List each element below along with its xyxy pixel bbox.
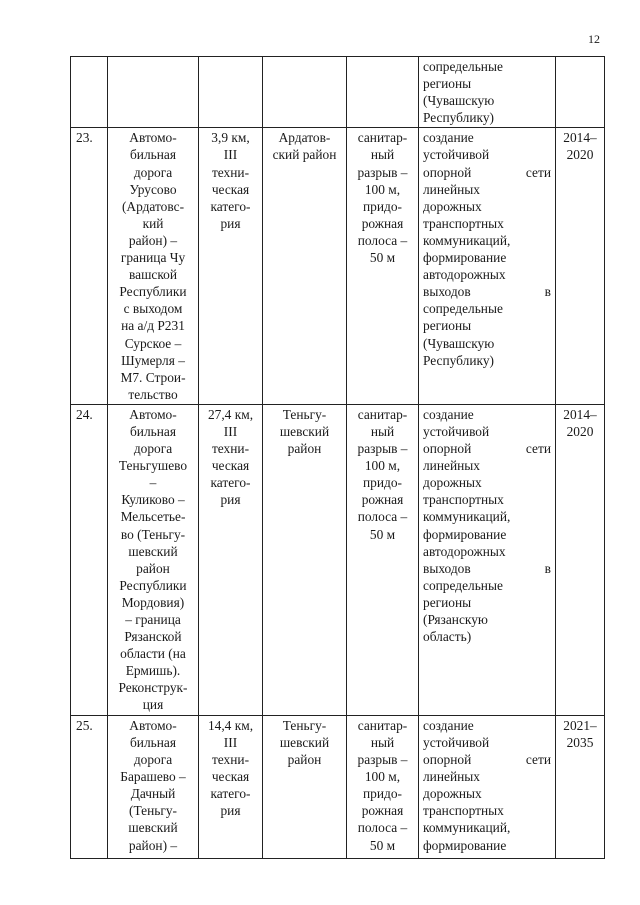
cell-text-line: санитар- — [357, 406, 408, 422]
cell-text-line: ческая — [211, 181, 250, 197]
cell-text-line: Сурское – — [124, 335, 182, 351]
cell-text-line: граница Чу — [120, 250, 186, 266]
cell-text-line: автодорожных — [423, 267, 506, 283]
cell-text-line: область) — [423, 629, 472, 645]
cell-text-line: создание — [423, 717, 474, 733]
cell-length — [199, 404, 263, 715]
cell-text-word: выходов — [423, 560, 471, 576]
cell-text-line: катего- — [210, 475, 251, 491]
cell-text-line: Рязанской — [124, 629, 182, 645]
cell-text-line: Республики — [119, 577, 187, 593]
cell-text-line: полоса – — [357, 232, 408, 248]
cell-text-line: сопредельные — [423, 301, 503, 317]
cell-text-line: санитар- — [357, 717, 408, 733]
cell-text-line: катего- — [210, 198, 251, 214]
cell-text-line: разрыв – — [357, 441, 408, 457]
cell-text-line: III — [223, 423, 238, 439]
cell-text-line: создание — [423, 406, 474, 422]
cell-text-line: разрыв – — [357, 164, 408, 180]
cell-text-line: Теньгушево — [118, 458, 188, 474]
cell-text-line: дорога — [133, 164, 173, 180]
cell-text-line: транспортных — [423, 492, 504, 508]
table-row — [71, 128, 605, 405]
page-number: 12 — [588, 32, 600, 46]
cell-text-line: 50 м — [369, 250, 396, 266]
cell-text-line: Реконструк- — [118, 680, 188, 696]
cell-text-line: тельство — [128, 386, 178, 402]
cell-text-line: Куликово – — [121, 492, 185, 508]
cell-text-line: 100 м, — [364, 458, 401, 474]
cell-text-line: район — [287, 752, 322, 768]
cell-zone — [347, 57, 419, 128]
cell-text-line: коммуникаций, — [423, 820, 511, 836]
cell-text-line: Теньгу- — [282, 717, 327, 733]
cell-text-line — [423, 560, 551, 577]
cell-text-line: Теньгу- — [282, 406, 327, 422]
cell-text-line: – — [149, 475, 157, 491]
cell-length — [199, 715, 263, 858]
cell-text-line: 2014– — [563, 130, 597, 146]
cell-text-line: район) – — [128, 232, 178, 248]
cell-text-line: коммуникаций, — [423, 509, 511, 525]
cell-text-line: формирование — [423, 837, 507, 853]
cell-text-word: опорной — [423, 164, 472, 180]
cell-text-line: 100 м, — [364, 769, 401, 785]
cell-text-word: опорной — [423, 752, 472, 768]
cell-text-line: придо- — [363, 475, 402, 491]
cell-text-line: 2021– — [563, 717, 597, 733]
cell-purpose — [419, 128, 556, 405]
cell-text-line: ный — [370, 147, 395, 163]
cell-purpose — [419, 57, 556, 128]
cell-text-line: рожная — [361, 215, 404, 231]
cell-text-line: на а/д Р231 — [121, 318, 185, 334]
cell-name — [108, 128, 199, 405]
cell-text-line: дорожных — [423, 198, 482, 214]
cell-text-line: ный — [370, 734, 395, 750]
cell-text-line: район) – — [128, 837, 178, 853]
cell-text-line: III — [223, 147, 238, 163]
cell-text-line: Мельсетье- — [120, 509, 186, 525]
cell-text-line: бильная — [129, 734, 177, 750]
cell-text-line: области (на — [120, 646, 186, 662]
cell-text-line: коммуникаций, — [423, 232, 511, 248]
cell-text-line: Ермишь). — [125, 663, 181, 679]
cell-text-line: ческая — [211, 458, 250, 474]
cell-text-line: Автомо- — [129, 717, 177, 733]
cell-text-line: (Ардатовс- — [121, 198, 185, 214]
cell-text-line — [423, 751, 551, 768]
cell-text-line: ция — [142, 697, 164, 713]
cell-text-line: разрыв – — [357, 752, 408, 768]
cell-text-line: транспортных — [423, 803, 504, 819]
continuation-row — [71, 57, 605, 128]
cell-text-line: рия — [220, 492, 241, 508]
cell-name — [108, 404, 199, 715]
cell-text-word: сети — [525, 441, 551, 457]
cell-text-line: 2020 — [566, 147, 594, 163]
cell-text-line: Республику) — [423, 110, 494, 126]
cell-text-line: 50 м — [369, 526, 396, 542]
cell-text-line: формирование — [423, 526, 507, 542]
cell-text-line: линейных — [423, 181, 480, 197]
cell-text-line: транспортных — [423, 215, 504, 231]
cell-text-line: техни- — [211, 164, 250, 180]
road-projects-table — [70, 56, 605, 859]
cell-text-line: Урусово — [129, 181, 177, 197]
cell-purpose — [419, 715, 556, 858]
cell-text-line: рожная — [361, 492, 404, 508]
cell-text-line: дорога — [133, 441, 173, 457]
cell-text-line — [423, 164, 551, 181]
cell-text-line: катего- — [210, 786, 251, 802]
cell-text-line: сопредельные — [423, 577, 503, 593]
cell-text-line: 14,4 км, — [207, 717, 254, 733]
cell-district — [263, 128, 347, 405]
cell-text-word: в — [544, 560, 551, 576]
cell-text-line: санитар- — [357, 130, 408, 146]
cell-text-line: вашской — [128, 267, 178, 283]
cell-text-line: Ардатов- — [278, 130, 331, 146]
cell-years — [556, 57, 605, 128]
cell-name — [108, 57, 199, 128]
cell-text-line: полоса – — [357, 509, 408, 525]
cell-text-line: 2020 — [566, 423, 594, 439]
cell-text-line: кий — [142, 215, 164, 231]
cell-text-line: придо- — [363, 786, 402, 802]
cell-years — [556, 404, 605, 715]
cell-text-line: 3,9 км, — [211, 130, 250, 146]
cell-text-line: Барашево – — [120, 769, 186, 785]
cell-text-line: 100 м, — [364, 181, 401, 197]
cell-num: 25. — [71, 715, 108, 858]
cell-name — [108, 715, 199, 858]
cell-text-line: дорожных — [423, 786, 482, 802]
cell-text-word: в — [544, 284, 551, 300]
cell-text-line: Республику) — [423, 352, 494, 368]
cell-text-word: выходов — [423, 284, 471, 300]
cell-district — [263, 404, 347, 715]
cell-text-line: устойчивой — [423, 147, 490, 163]
cell-text-line: дорога — [133, 752, 173, 768]
cell-text-line: с выходом — [123, 301, 183, 317]
cell-text-line: 2014– — [563, 406, 597, 422]
cell-text-line — [423, 440, 551, 457]
cell-purpose — [419, 404, 556, 715]
cell-num: 23. — [71, 128, 108, 405]
cell-text-line: Шумерля – — [121, 352, 185, 368]
cell-text-line: шевский — [128, 820, 178, 836]
cell-district — [263, 57, 347, 128]
cell-text-line: во (Теньгу- — [120, 526, 186, 542]
cell-text-line: ческая — [211, 769, 250, 785]
cell-text-line: – граница — [125, 612, 181, 627]
table-row — [71, 715, 605, 858]
cell-years — [556, 128, 605, 405]
cell-text-line: ный — [370, 423, 395, 439]
cell-zone — [347, 715, 419, 858]
cell-text-line: техни- — [211, 441, 250, 457]
cell-text-line: бильная — [129, 147, 177, 163]
cell-text-line: (Теньгу- — [129, 803, 177, 819]
cell-text-word: сети — [525, 752, 551, 768]
cell-text-line: Мордовия) — [121, 594, 185, 610]
cell-text-line: формирование — [423, 250, 507, 266]
cell-text-line: шевский — [128, 543, 178, 559]
cell-text-line: рожная — [361, 803, 404, 819]
cell-text-line: устойчивой — [423, 734, 490, 750]
cell-text-line: полоса – — [357, 820, 408, 836]
cell-years — [556, 715, 605, 858]
cell-text-word: сети — [525, 164, 551, 180]
cell-text-line: 2035 — [566, 734, 594, 750]
cell-text-line: линейных — [423, 769, 480, 785]
cell-text-line: создание — [423, 130, 474, 146]
cell-text-line: III — [223, 734, 238, 750]
cell-text-line: (Чувашскую — [423, 93, 495, 109]
cell-text-line: Дачный — [130, 786, 176, 802]
cell-text-line: ский район — [272, 147, 337, 163]
cell-text-line: шевский — [279, 734, 330, 750]
cell-text-line: район — [136, 560, 170, 576]
cell-zone — [347, 404, 419, 715]
cell-text-line: (Чувашскую — [423, 335, 495, 351]
cell-length — [199, 57, 263, 128]
cell-text-line: придо- — [363, 198, 402, 214]
cell-text-line: 50 м — [369, 837, 396, 853]
cell-text-line: Республики — [119, 284, 187, 300]
cell-num: 24. — [71, 404, 108, 715]
cell-text-line: (Рязанскую — [423, 612, 488, 627]
cell-text-line: техни- — [211, 752, 250, 768]
cell-text-line: дорожных — [423, 475, 482, 491]
cell-text-line: регионы — [423, 76, 472, 92]
cell-district — [263, 715, 347, 858]
cell-text-line — [423, 283, 551, 300]
table-row — [71, 404, 605, 715]
cell-num — [71, 57, 108, 128]
cell-text-line: автодорожных — [423, 543, 506, 559]
cell-text-word: опорной — [423, 441, 472, 457]
cell-text-line: рия — [220, 215, 241, 231]
cell-text-line: Автомо- — [129, 406, 177, 422]
cell-text-line: район — [287, 441, 322, 457]
cell-text-line: М7. Строи- — [120, 369, 186, 385]
cell-text-line: бильная — [129, 423, 177, 439]
cell-text-line: регионы — [423, 594, 472, 610]
cell-text-line: линейных — [423, 458, 480, 474]
cell-text-line: устойчивой — [423, 423, 490, 439]
cell-text-line: Автомо- — [129, 130, 177, 146]
cell-length — [199, 128, 263, 405]
cell-text-line: рия — [220, 803, 241, 819]
cell-text-line: регионы — [423, 318, 472, 334]
cell-text-line: шевский — [279, 423, 330, 439]
cell-text-line: 27,4 км, — [207, 406, 254, 422]
cell-zone — [347, 128, 419, 405]
cell-text-line: сопредельные — [423, 59, 503, 74]
